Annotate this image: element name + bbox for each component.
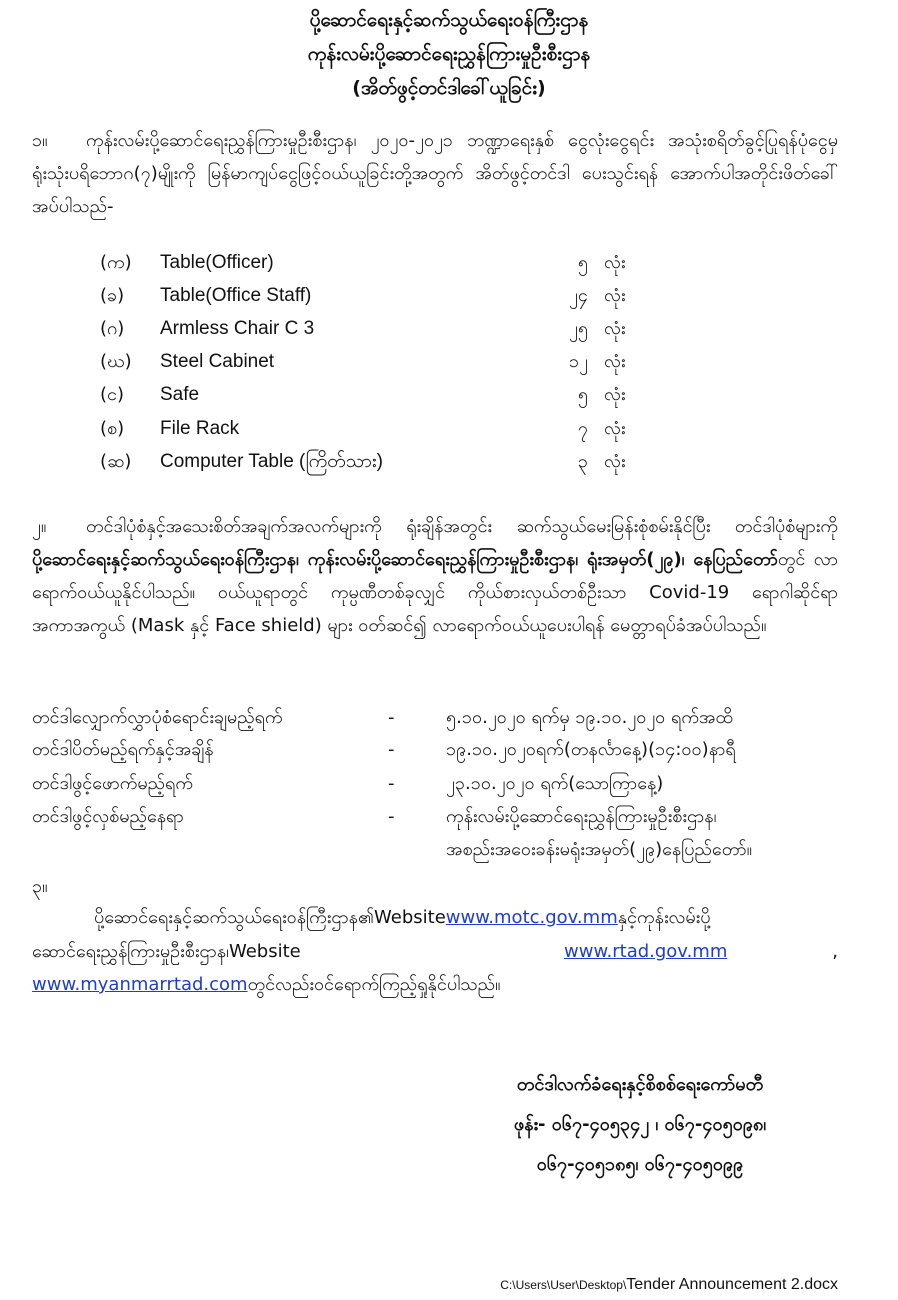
list-item bbox=[100, 314, 660, 344]
section-3-comma: , bbox=[832, 941, 838, 962]
schedule-dash: - bbox=[388, 806, 395, 827]
schedule-dash: - bbox=[388, 773, 395, 794]
section-2-paragraph bbox=[32, 510, 838, 642]
item-quantity: ၇ bbox=[577, 418, 588, 439]
item-quantity: ၂၄ bbox=[569, 285, 588, 306]
schedule-dash: - bbox=[388, 739, 395, 760]
schedule-value: ကုန်းလမ်းပို့ဆောင်ရေးညွှန်ကြားမှုဦးစီးဌာန၊ bbox=[446, 806, 717, 827]
list-item bbox=[100, 347, 660, 377]
section-2-number: ၂။ bbox=[32, 516, 47, 537]
section-2-office-address: ပို့ဆောင်ရေးနှင့်ဆက်သွယ်ရေးဝန်ကြီးဌာန၊ ကုန်းလမ်းပို့ဆောင်ရေးညွှန်ကြားမှုဦးစီးဌာန၊ ရုံးအမှတ်(၂၉)၊ နေပြည်တော် bbox=[32, 549, 778, 570]
item-unit: လုံး bbox=[604, 384, 626, 405]
schedule-key: တင်ဒါပိတ်မည့်ရက်နှင့်အချိန် bbox=[32, 739, 214, 760]
schedule-dash: - bbox=[388, 707, 395, 728]
section-3-text4: တွင်လည်းဝင်ရောက်ကြည့်ရှုနိုင်ပါသည်။ bbox=[247, 974, 501, 995]
schedule-value: ၅.၁၀.၂၀၂၀ ရက်မှ ၁၉.၁၀.၂၀၂၀ ရက်အထိ bbox=[446, 707, 733, 728]
phone-numbers-line1: ဖုန်း- ၀၆၇-၄၀၅၃၄၂ ၊ ၀၆၇-၄၀၅၀၉၈၊ bbox=[513, 1114, 767, 1135]
schedule-value-line2: အစည်းအဝေးခန်းမရုံးအမှတ်(၂၉)နေပြည်တော်။ bbox=[446, 839, 753, 860]
item-name: Safe bbox=[160, 384, 200, 405]
section-3-text2: နှင့်ကုန်းလမ်းပို့ bbox=[617, 907, 711, 928]
item-label: (ဆ) bbox=[100, 451, 132, 472]
section-3-number: ၃။ bbox=[32, 876, 48, 897]
item-unit: လုံး bbox=[604, 252, 626, 273]
schedule-key: တင်ဒါဖွင့်လှစ်မည့်နေရာ bbox=[32, 806, 184, 827]
motc-website-link[interactable]: www.motc.gov.mm bbox=[445, 907, 618, 928]
item-quantity: ၃ bbox=[577, 451, 588, 472]
list-item bbox=[100, 447, 660, 477]
schedule-row bbox=[32, 768, 838, 799]
list-item bbox=[100, 414, 660, 444]
phone-numbers-line2: ၀၆၇-၄၀၅၁၈၅၊ ၀၆၇-၄၀၅၀၉၉ bbox=[536, 1154, 744, 1175]
item-label: (ဂ) bbox=[100, 318, 125, 339]
schedule-key: တင်ဒါလျှောက်လွှာပုံစံရောင်းချမည့်ရက် bbox=[32, 707, 283, 728]
section-1-number: ၁။ bbox=[32, 130, 48, 151]
schedule-row bbox=[32, 702, 838, 733]
schedule-key: တင်ဒါဖွင့်ဖောက်မည့်ရက် bbox=[32, 773, 193, 794]
schedule-row bbox=[32, 801, 838, 865]
file-name: Tender Announcement 2.docx bbox=[626, 1276, 838, 1293]
ministry-title: ပို့ဆောင်ရေးနှင့်ဆက်သွယ်ရေးဝန်ကြီးဌာန bbox=[309, 9, 589, 31]
schedule-row bbox=[32, 734, 838, 765]
item-unit: လုံး bbox=[604, 451, 626, 472]
item-quantity: ၂၅ bbox=[569, 318, 588, 339]
section-3-line1 bbox=[32, 901, 838, 934]
section-3-text1: ပို့ဆောင်ရေးနှင့်ဆက်သွယ်ရေးဝန်ကြီးဌာန၏Website bbox=[94, 907, 446, 928]
item-unit: လုံး bbox=[604, 285, 626, 306]
file-path: C:\Users\User\Desktop\ bbox=[500, 1278, 627, 1292]
item-quantity: ၅ bbox=[577, 384, 588, 405]
item-quantity: ၁၂ bbox=[569, 351, 588, 372]
section-3-text3: ဆောင်ရေးညွှန်ကြားမှုဦးစီးဌာန၊Website bbox=[32, 941, 301, 962]
section-2-text-part2: တွင် လာရောက်ဝယ်ယူနိုင်ပါသည်။ ဝယ်ယူရာတွင် ကုမ္ပဏီတစ်ခုလျှင် ကိုယ်စားလှယ်တစ်ဦးသာ Covid-19 ရောဂါဆိုင်ရာအကာအကွယ် (Mask နှင့် Face shield) များ ဝတ်ဆင်၍ လာရောက်ဝယ်ယူပေးပါရန် မေတ္တာရပ်ခံအပ်ပါသည်။ bbox=[32, 549, 839, 636]
item-name: Table(Officer) bbox=[160, 252, 274, 273]
item-name: File Rack bbox=[160, 418, 240, 439]
list-item bbox=[100, 380, 660, 410]
item-name: Computer Table (ကြိတ်သား) bbox=[160, 451, 383, 472]
myanmarrtad-website-link[interactable]: www.myanmarrtad.com bbox=[32, 974, 248, 995]
item-name: Armless Chair C 3 bbox=[160, 318, 315, 339]
item-quantity: ၅ bbox=[577, 252, 588, 273]
list-item bbox=[100, 248, 660, 278]
file-path-footer bbox=[500, 1276, 838, 1294]
item-name: Steel Cabinet bbox=[160, 351, 275, 372]
item-unit: လုံး bbox=[604, 351, 626, 372]
section-3-line3 bbox=[32, 968, 838, 1001]
item-name: Table(Office Staff) bbox=[160, 285, 312, 306]
item-label: (ဃ) bbox=[100, 351, 132, 372]
item-label: (က) bbox=[100, 252, 132, 273]
list-item bbox=[100, 281, 660, 311]
schedule-value: ၂၃.၁၀.၂၀၂၀ ရက်(သောကြာနေ့) bbox=[446, 773, 664, 794]
item-label: (င) bbox=[100, 384, 125, 405]
notice-title: (အိတ်ဖွင့်တင်ဒါခေါ်ယူခြင်း) bbox=[352, 77, 546, 99]
department-title: ကုန်းလမ်းပို့ဆောင်ရေးညွှန်ကြားမှုဦးစီးဌာန bbox=[307, 43, 591, 65]
section-1-paragraph bbox=[32, 124, 838, 223]
item-label: (စ) bbox=[100, 418, 125, 439]
section-1-text: ကုန်းလမ်းပို့ဆောင်ရေးညွှန်ကြားမှုဦးစီးဌာန၊ ၂၀၂၀-၂၀၂၁ ဘဏ္ဍာရေးနှစ် ငွေလုံးငွေရင်း အသုံးစရိတ်ခွင့်ပြုရန်ပုံငွေမှ ရုံးသုံးပရိဘောဂ(၇)မျိုးကို မြန်မာကျပ်ငွေဖြင့်ဝယ်ယူခြင်းတို့အတွက် အိတ်ဖွင့်တင်ဒါ ပေးသွင်းရန် အောက်ပါအတိုင်းဖိတ်ခေါ်အပ်ပါသည်- bbox=[32, 130, 838, 217]
committee-name: တင်ဒါလက်ခံရေးနှင့်စိစစ်ရေးကော်မတီ bbox=[516, 1074, 764, 1095]
section-2-text-part1: တင်ဒါပုံစံနှင့်အသေးစိတ်အချက်အလက်များကို ရုံးချိန်အတွင်း ဆက်သွယ်မေးမြန်းစုံစမ်းနိုင်ပြီး တင်ဒါပုံစံများကို bbox=[86, 516, 838, 537]
item-unit: လုံး bbox=[604, 418, 626, 439]
section-3-line2 bbox=[32, 935, 838, 968]
schedule-value: ၁၉.၁၀.၂၀၂၀ရက်(တနင်္လာနေ့)(၁၄:၀၀)နာရီ bbox=[446, 739, 736, 760]
rtad-website-link[interactable]: www.rtad.gov.mm bbox=[564, 941, 728, 962]
item-label: (ခ) bbox=[100, 285, 125, 306]
item-unit: လုံး bbox=[604, 318, 626, 339]
